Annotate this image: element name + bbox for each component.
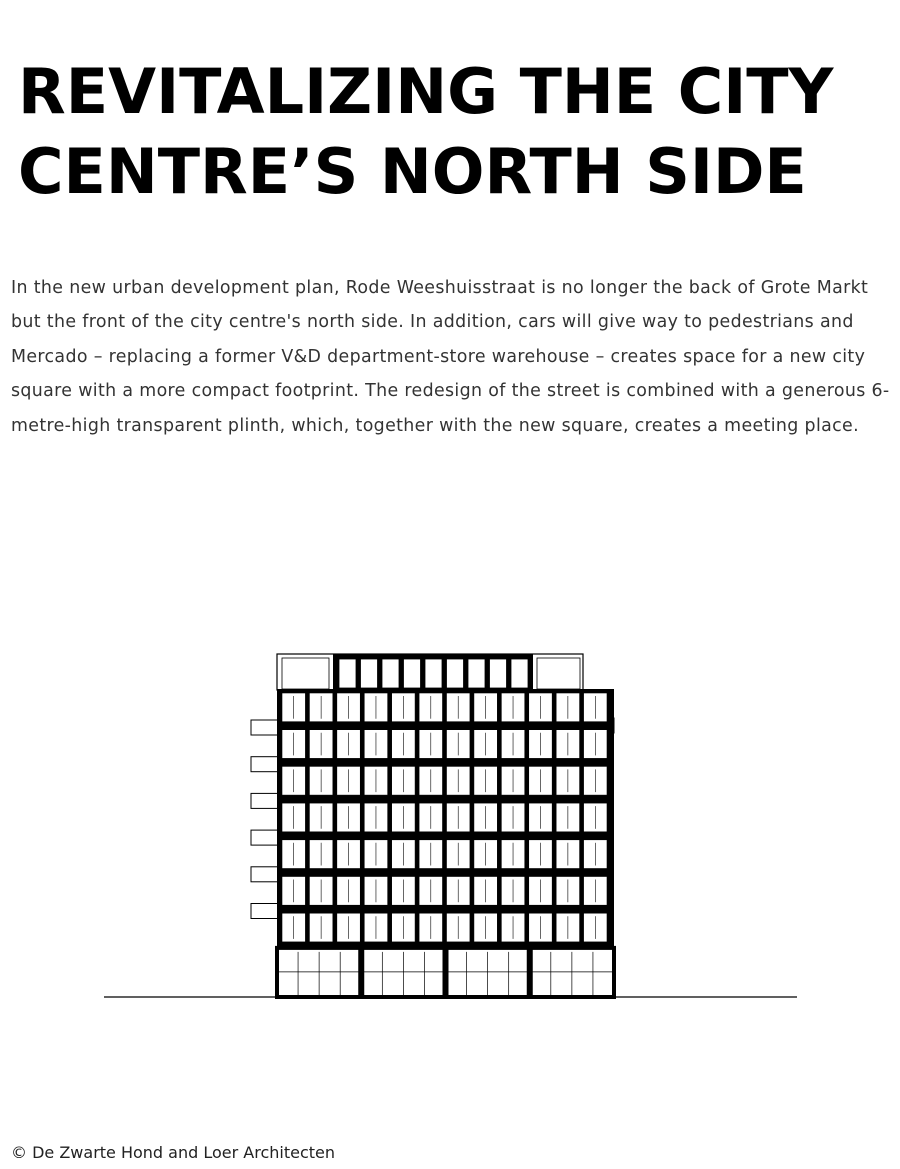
window <box>404 659 421 688</box>
page-title <box>18 52 833 212</box>
page-title-line-1: REVITALIZING THE CITY <box>18 55 834 128</box>
window <box>339 659 356 688</box>
building-elevation-drawing <box>0 640 900 1010</box>
page-title-line-2: CENTRE’S NORTH SIDE <box>18 135 807 208</box>
window <box>511 659 528 688</box>
balcony <box>251 830 278 845</box>
body-paragraph: In the new urban development plan, Rode Weeshuisstraat is no longer the back of Grote Markt but the front of the city centre's north side. In addition, cars will give way to pedestrians and Mercado – replacing a former V&D department-store warehouse – creates space for a new city square with a more compact footprint. The redesign of the street is combined with a generous 6-metre-high transparent plinth, which, together with the new square, creates a meeting place. <box>11 278 890 436</box>
window <box>361 659 378 688</box>
balcony <box>251 757 278 772</box>
balcony <box>251 867 278 882</box>
image-credit: © De Zwarte Hond and Loer Architecten <box>11 1143 336 1162</box>
plinth-column <box>527 948 533 997</box>
plinth-column <box>358 948 364 997</box>
window <box>382 659 399 688</box>
balcony <box>251 793 278 808</box>
window <box>425 659 442 688</box>
plinth-column <box>443 948 449 997</box>
balcony <box>251 904 278 919</box>
window <box>468 659 485 688</box>
window <box>490 659 507 688</box>
balcony <box>251 720 278 735</box>
window <box>447 659 464 688</box>
